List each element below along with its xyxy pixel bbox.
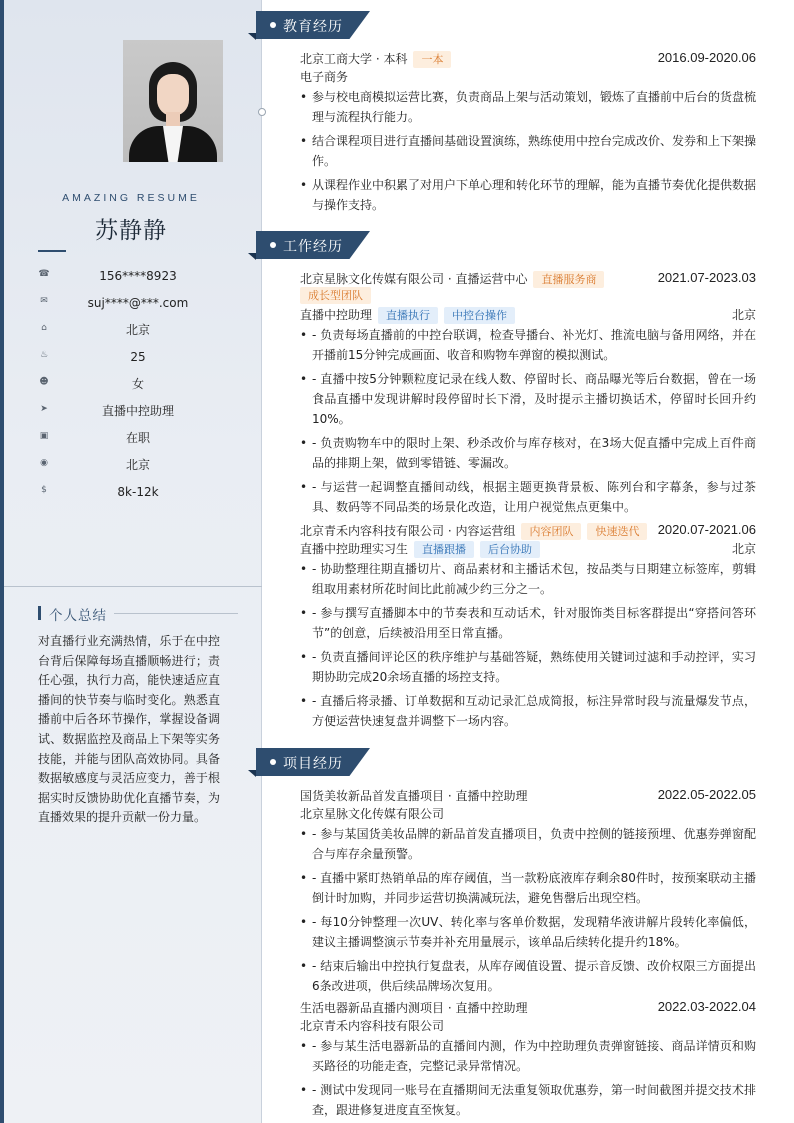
list-item: • - 负责每场直播前的中控台联调，检查导播台、补光灯、推流电脑与备用网络，并在开播前15分钟完成画面、收音和购物车弹窗的模拟测试。 [300,325,756,365]
job-entry-1 [300,269,756,521]
contact-info-list [38,262,238,505]
list-item: • - 参与某国货美妆品牌的新品首发直播项目，负责中控侧的链接预埋、优惠券弹窗配合与库存余量预警。 [300,824,756,864]
resume-tagline: AMAZING RESUME [62,192,200,204]
projects-title: 项目经历 [283,756,343,772]
project-bullets [300,824,756,996]
sidebar [0,0,262,1123]
briefcase-icon: ▣ [39,431,49,441]
project-entry-2 [300,998,756,1123]
status-value: 在职 [125,431,150,445]
job-city: 北京 [731,308,756,322]
school-name: 北京工商大学 · 本科 [300,52,408,66]
sidebar-accent-strip [0,0,4,1123]
role-tag: 后台协助 [480,541,540,558]
company-tag: 成长型团队 [300,287,371,304]
company-name: 北京青禾内容科技有限公司 · 内容运营组 [300,524,516,538]
summary-text: 对直播行业充满热情，乐于在中控台背后保障每场直播顺畅进行；责任心强，执行力高，能快速适应直播间的快节奏与临时变化。熟悉直播前中后各环节操作，掌握设备调试、数据监控及商品上下架等实务技能，并能与团队高效协同。具备数据敏感度与灵活应变力，善于根据实时反馈协助优化直播节奏，为直播效果的提升贡献一份力量。 [38,634,220,825]
info-hometown [38,316,238,343]
send-icon: ➤ [40,404,48,414]
education-entry [300,49,756,219]
company-tag: 快速迭代 [587,523,647,540]
school-tag: 一本 [413,51,451,68]
company-tag: 直播服务商 [533,271,604,288]
role-tag: 直播跟播 [414,541,474,558]
list-item: • - 负责直播间评论区的秩序维护与基础答疑，熟练使用关键词过滤和手动控评，实习期协助完成20余场直播的场控支持。 [300,647,756,687]
job-role: 直播中控助理实习生 [300,542,409,556]
job-bullets [300,559,756,731]
age-value: 25 [130,349,146,364]
summary-title: 个人总结 [49,608,107,624]
list-item: • 从课程作业中积累了对用户下单心理和转化环节的理解，能为直播节奏优化提供数据与操作支持。 [300,175,756,215]
sidebar-divider [4,586,262,587]
job-bullets [300,325,756,517]
list-item: • - 测试中发现同一账号在直播期间无法重复领取优惠券，第一时间截图并提交技术排查，跟进修复进度直至恢复。 [300,1080,756,1120]
email-value: suj****@***.com [87,295,189,310]
role-tag: 直播执行 [378,307,438,324]
birthday-cake-icon: ♨ [39,350,49,360]
project-dates: 2022.05-2022.05 [657,787,756,802]
gender-icon: ☻ [39,377,49,387]
location-pin-icon: ◉ [40,458,48,468]
location-value: 北京 [125,458,150,472]
company-name: 北京星脉文化传媒有限公司 · 直播运营中心 [300,272,528,286]
salary-icon: $ [41,485,47,495]
list-item: • - 负责购物车中的限时上架、秒杀改价与库存核对，在3场大促直播中完成上百件商品的排期上架，做到零错链、零漏改。 [300,433,756,473]
info-salary [38,478,238,505]
list-item: • - 参与某生活电器新品的直播间内测，作为中控助理负责弹窗链接、商品详情页和购买路径的功能走查，完整记录异常情况。 [300,1036,756,1076]
info-target-position [38,397,238,424]
info-gender [38,370,238,397]
project-name: 国货美妆新品首发直播项目 · 直播中控助理 [300,789,528,803]
phone-icon: ☎ [38,269,50,279]
list-item: • 参与校电商模拟运营比赛，负责商品上架与活动策划，锻炼了直播前中后台的货盘梳理与流程执行能力。 [300,87,756,127]
target-position-value: 直播中控助理 [101,404,174,418]
project-company: 北京星脉文化传媒有限公司 [300,807,445,821]
phone-value: 156****8923 [99,268,177,283]
education-title: 教育经历 [283,19,343,35]
profile-photo [123,40,223,162]
role-tag: 中控台操作 [444,307,515,324]
job-dates: 2020.07-2021.06 [657,522,756,537]
summary-heading [38,604,238,622]
job-entry-2 [300,521,756,735]
info-email [38,289,238,316]
info-location [38,451,238,478]
gender-value: 女 [131,377,144,391]
list-item: • - 直播中按5分钟颗粒度记录在线人数、停留时长、商品曝光等后台数据，曾在一场食品直播中发现讲解时段停留时长下滑，及时提示主播切换话术，停留时长回升约10%。 [300,369,756,429]
hometown-value: 北京 [125,323,150,337]
major: 电子商务 [300,70,349,84]
list-item: • 结合课程项目进行直播间基础设置演练，熟练使用中控台完成改价、发券和上下架操作。 [300,131,756,171]
list-item: • - 结束后输出中控执行复盘表，从库存阈值设置、提示音反馈、改价权限三方面提出6条改进项，供后续品牌场次复用。 [300,956,756,996]
job-dates: 2021.07-2023.03 [657,270,756,285]
project-bullets [300,1036,756,1120]
list-item: • - 与运营一起调整直播间动线，根据主题更换背景板、陈列台和字幕条，参与过茶具、数码等不同品类的场景化改造，让用户视觉焦点更集中。 [300,477,756,517]
project-company: 北京青禾内容科技有限公司 [300,1019,445,1033]
info-age [38,343,238,370]
candidate-name: 苏静静 [95,218,167,244]
project-name: 生活电器新品直播内测项目 · 直播中控助理 [300,1001,528,1015]
project-dates: 2022.03-2022.04 [657,999,756,1014]
list-item: • - 直播后将录播、订单数据和互动记录汇总成简报，标注异常时段与流量爆发节点，方便运营快速复盘并调整下一场内容。 [300,691,756,731]
main-content [262,0,794,1123]
company-tag: 内容团队 [521,523,581,540]
email-icon: ✉ [40,296,48,306]
home-icon: ⌂ [41,323,47,333]
name-underline [38,250,66,252]
list-item: • - 每10分钟整理一次UV、转化率与客单价数据，发现精华液讲解片段转化率偏低，建议主播调整演示节奏并补充用量展示，该单品后续转化提升约18%。 [300,912,756,952]
job-role: 直播中控助理 [300,308,373,322]
list-item: • - 参与撰写直播脚本中的节奏表和互动话术，针对服饰类目标客群提出“穿搭问答环节”的创意，后续被沿用至日常直播。 [300,603,756,643]
project-entry-1 [300,786,756,1000]
list-item: • - 协助整理往期直播切片、商品素材和主播话术包，按品类与日期建立标签库，剪辑组取用素材所花时间比此前减少约三分之一。 [300,559,756,599]
info-phone [38,262,238,289]
list-item: • - 直播中紧盯热销单品的库存阈值，当一款粉底液库存剩余80件时，按预案联动主播倒计时加购，并同步运营切换满减玩法，避免售罄后出现空档。 [300,868,756,908]
salary-value: 8k-12k [117,484,159,499]
education-bullets [300,87,756,215]
work-title: 工作经历 [283,239,343,255]
education-dates: 2016.09-2020.06 [657,50,756,65]
info-status [38,424,238,451]
job-city: 北京 [731,542,756,556]
